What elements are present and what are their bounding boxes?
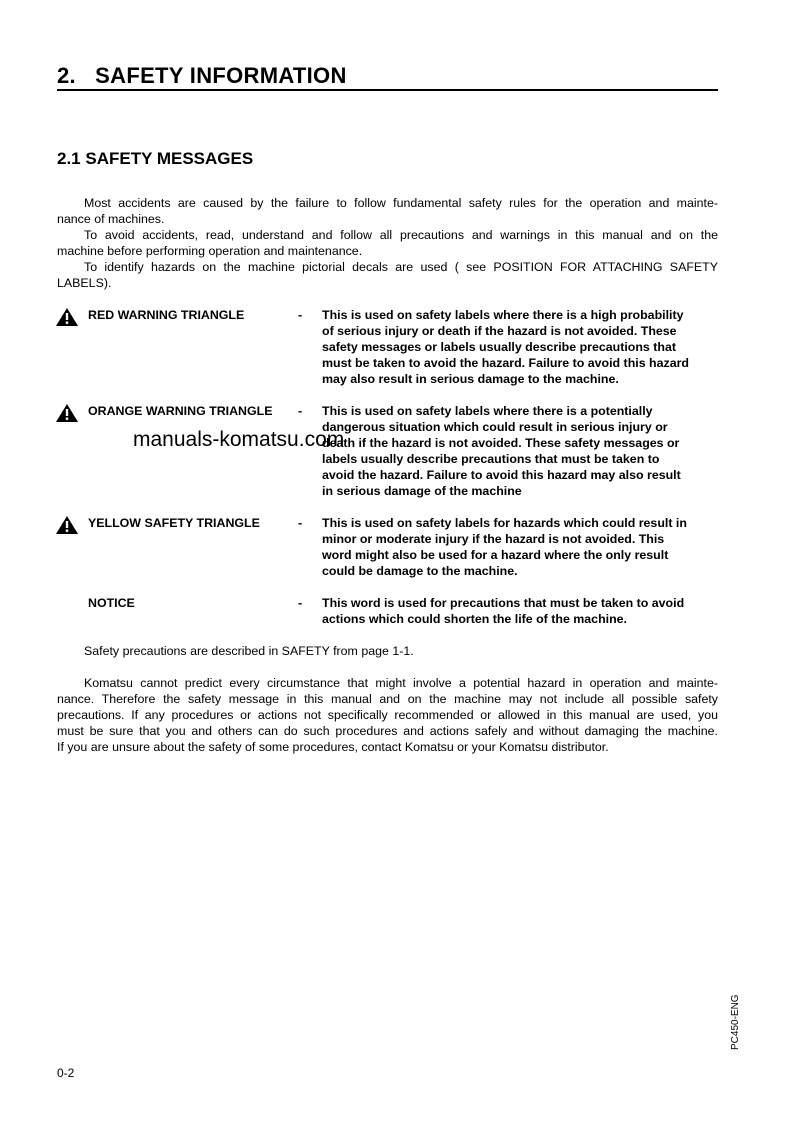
text-line: This is used on safety labels for hazards which could result in (322, 516, 687, 530)
warning-triangle-icon (56, 308, 78, 326)
text-line: in serious damage of the machine (322, 484, 522, 498)
text-line: To avoid accidents, read, understand and follow all precautions and warnings in this manual and on the (84, 228, 718, 242)
text-line: avoid the hazard. Failure to avoid this hazard may also result (322, 468, 681, 482)
text-line: This word is used for precautions that must be taken to avoid (322, 596, 685, 610)
text-line: precautions. If any procedures or actions not specifically recommended or allowed in this manual are used, you (57, 708, 718, 722)
section-title: 2.1 SAFETY MESSAGES (57, 149, 254, 168)
message-description (322, 307, 718, 387)
text-line: To identify hazards on the machine pictorial decals are used ( see POSITION FOR ATTACHING SAFETY (84, 260, 718, 274)
intro-paragraphs (57, 195, 718, 291)
text-line: death if the hazard is not avoided. These safety messages or (322, 436, 680, 450)
text-line: must be taken to avoid the hazard. Failure to avoid this hazard (322, 356, 689, 370)
separator-dash: - (298, 596, 303, 610)
text-line: safety messages or labels usually describe precautions that (322, 340, 676, 354)
text-line: must be sure that you and others can do such procedures and actions safely and without damaging the machine. (57, 724, 718, 738)
message-label: YELLOW SAFETY TRIANGLE (88, 516, 260, 530)
text-line: This is used on safety labels where there is a high probability (322, 308, 684, 322)
text-line: Komatsu cannot predict every circumstance that might involve a potential hazard in operation and mainte- (84, 676, 718, 690)
message-label: ORANGE WARNING TRIANGLE (88, 404, 273, 418)
message-label: NOTICE (88, 596, 135, 610)
warning-triangle-icon (56, 516, 78, 534)
text-line: nance. Therefore the safety message in this manual and on the machine may not include all possible safety (57, 692, 718, 706)
text-line: LABELS). (57, 276, 112, 290)
text-line: If you are unsure about the safety of some procedures, contact Komatsu or your Komatsu distributor. (57, 740, 609, 754)
message-label: RED WARNING TRIANGLE (88, 308, 245, 322)
message-description (322, 515, 718, 579)
title-rule (57, 89, 718, 91)
separator-dash: - (298, 308, 303, 322)
watermark: manuals-komatsu.com (133, 428, 345, 451)
text-line: of serious injury or death if the hazard is not avoided. These (322, 324, 677, 338)
text-line: machine before performing operation and maintenance. (57, 244, 363, 258)
text-line: word might also be used for a hazard where the only result (322, 548, 669, 562)
chapter-title: 2. SAFETY INFORMATION (57, 63, 347, 88)
warning-triangle-icon (56, 404, 78, 422)
text-line: nance of machines. (57, 212, 165, 226)
separator-dash: - (298, 516, 303, 530)
closing-paragraph (57, 675, 718, 755)
document-code: PC450-ENG (730, 994, 741, 1050)
separator-dash: - (298, 404, 303, 418)
text-line: could be damage to the machine. (322, 564, 518, 578)
safety-reference: Safety precautions are described in SAFETY from page 1-1. (84, 644, 414, 658)
text-line: This is used on safety labels where there is a potentially (322, 404, 653, 418)
text-line: actions which could shorten the life of the machine. (322, 612, 627, 626)
message-description (322, 403, 718, 499)
text-line: minor or moderate injury if the hazard is not avoided. This (322, 532, 665, 546)
message-description (322, 595, 718, 627)
text-line: Most accidents are caused by the failure to follow fundamental safety rules for the operation and mainte- (84, 196, 718, 210)
page-number: 0-2 (57, 1066, 75, 1080)
text-line: labels usually describe precautions that must be taken to (322, 452, 660, 466)
text-line: dangerous situation which could result in serious injury or (322, 420, 668, 434)
text-line: may also result in serious damage to the machine. (322, 372, 619, 386)
